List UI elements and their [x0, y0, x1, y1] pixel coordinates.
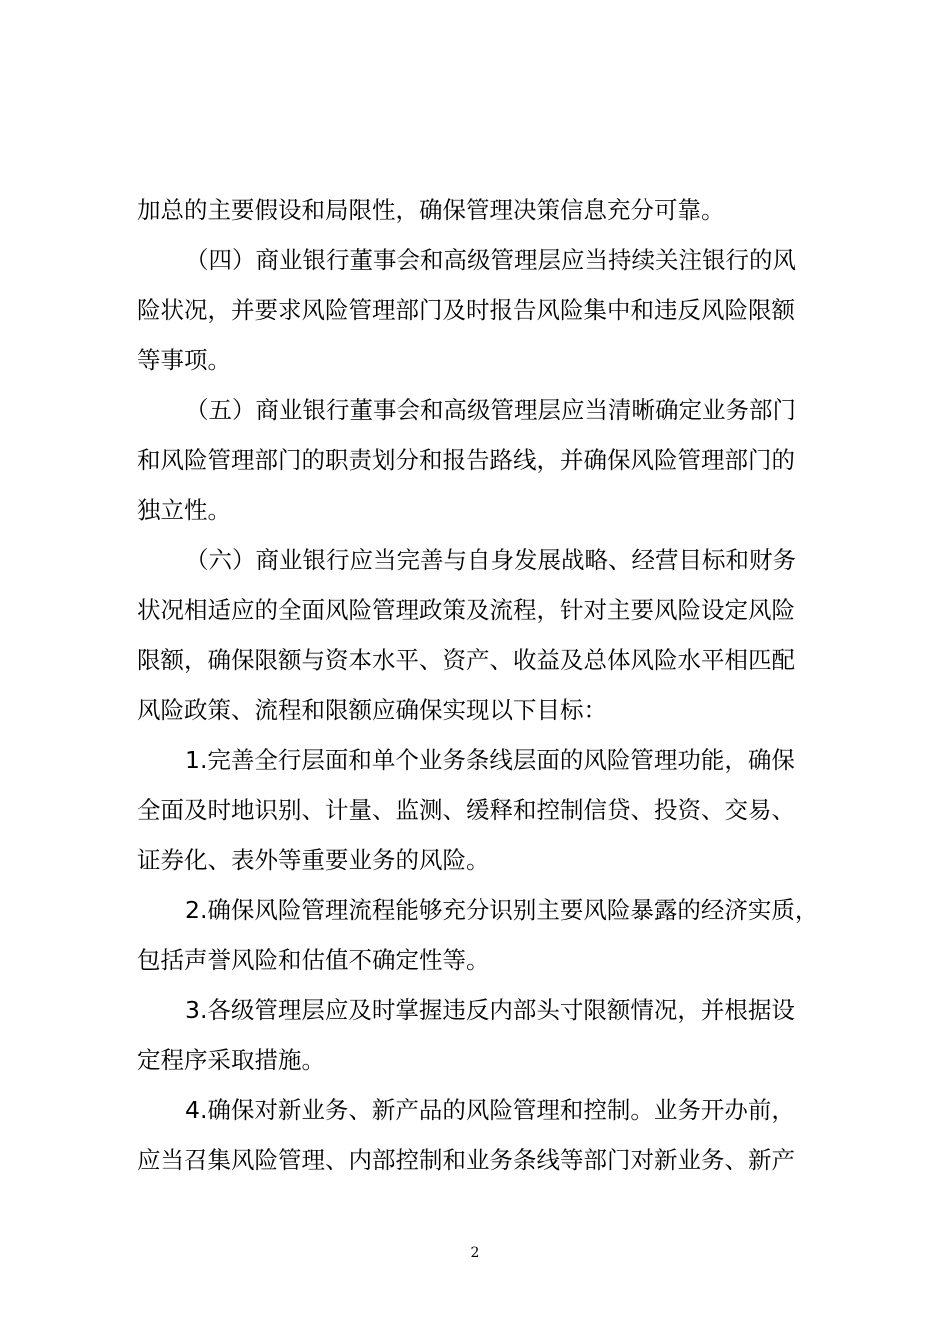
text-line: 全面及时地识别、计量、监测、缓释和控制信贷、投资、交易、	[137, 796, 795, 824]
text-line: 应当召集风险管理、内部控制和业务条线等部门对新业务、新产	[137, 1146, 795, 1174]
text-line: 等事项。	[137, 346, 231, 374]
paragraph-5-start: （五）商业银行董事会和高级管理层应当清晰确定业务部门	[185, 396, 796, 424]
item-1-start: 1.完善全行层面和单个业务条线层面的风险管理功能，确保	[185, 746, 795, 774]
text-line: 证券化、表外等重要业务的风险。	[137, 846, 490, 874]
item-4-start: 4.确保对新业务、新产品的风险管理和控制。业务开办前，	[185, 1096, 795, 1124]
page-number: 2	[470, 1245, 480, 1261]
item-2-start: 2.确保风险管理流程能够充分识别主要风险暴露的经济实质，	[185, 896, 819, 924]
text-line: 独立性。	[137, 496, 231, 524]
text-line: 状况相适应的全面风险管理政策及流程，针对主要风险设定风险	[137, 596, 795, 624]
item-3-start: 3.各级管理层应及时掌握违反内部头寸限额情况，并根据设	[185, 996, 795, 1024]
paragraph-6-start: （六）商业银行应当完善与自身发展战略、经营目标和财务	[185, 546, 796, 574]
text-line: 险状况，并要求风险管理部门及时报告风险集中和违反风险限额	[137, 296, 795, 324]
text-line: 包括声誉风险和估值不确定性等。	[137, 946, 490, 974]
text-line: 定程序采取措施。	[137, 1046, 325, 1074]
text-line: 加总的主要假设和局限性，确保管理决策信息充分可靠。	[137, 196, 725, 224]
text-line: 和风险管理部门的职责划分和报告路线，并确保风险管理部门的	[137, 446, 795, 474]
text-line: 风险政策、流程和限额应确保实现以下目标：	[137, 696, 607, 724]
paragraph-4-start: （四）商业银行董事会和高级管理层应当持续关注银行的风	[185, 246, 796, 274]
text-line: 限额，确保限额与资本水平、资产、收益及总体风险水平相匹配	[137, 646, 795, 674]
